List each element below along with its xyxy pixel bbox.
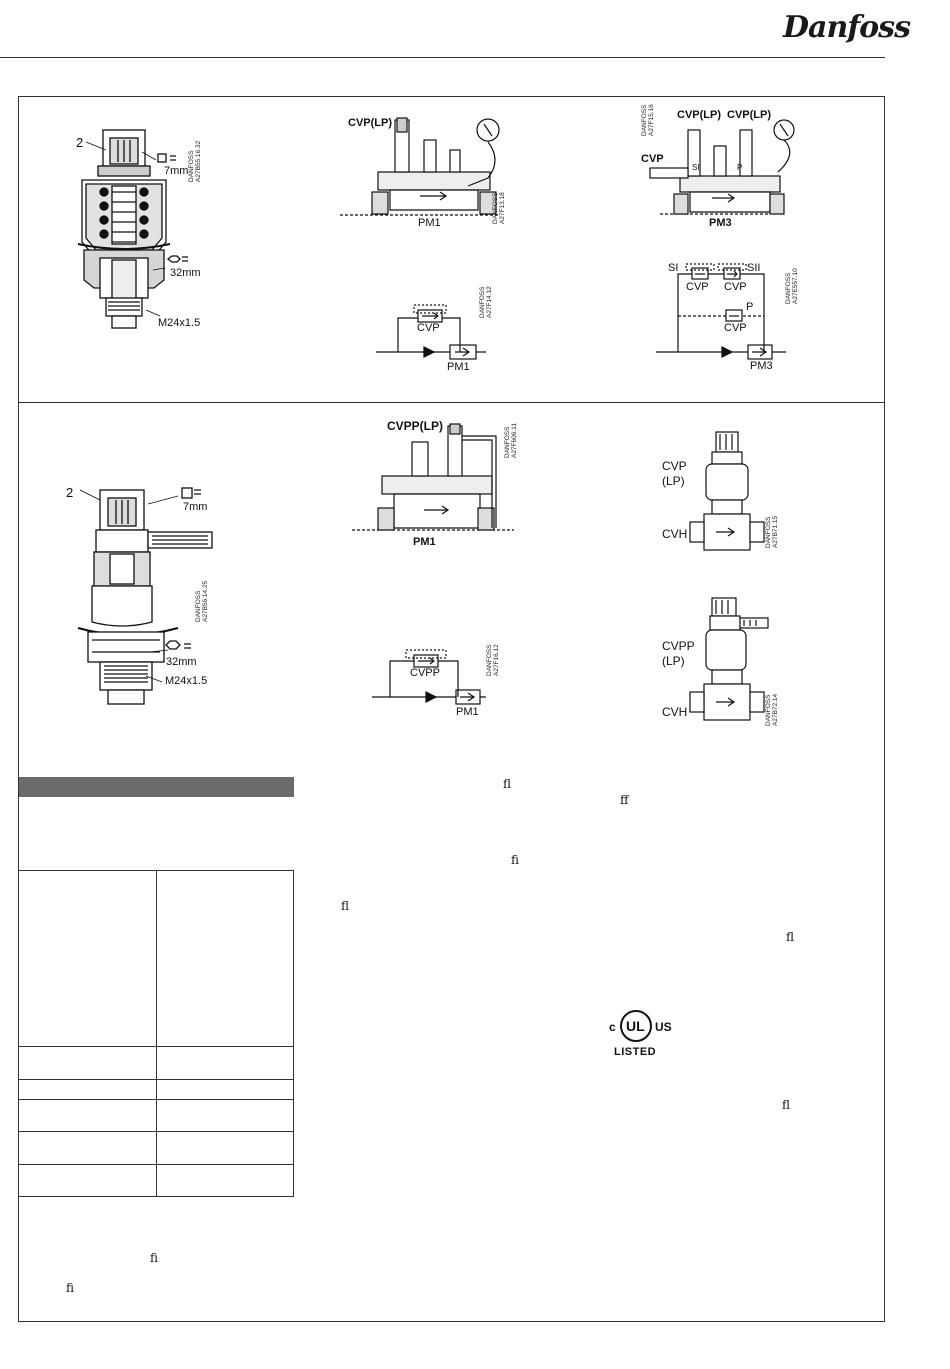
pm3-pilot2-label: CVP(LP) bbox=[727, 109, 771, 121]
drawing-ref: DANFOSS A27F15.16 bbox=[641, 104, 655, 136]
ul-us-label: US bbox=[655, 1020, 672, 1034]
ligature-glyph: ﬂ bbox=[503, 777, 512, 791]
cvpp-label: CVPP bbox=[662, 639, 695, 653]
ul-ul-label: UL bbox=[626, 1018, 645, 1034]
pm3-label: PM3 bbox=[709, 217, 732, 229]
cvh-label: CVH bbox=[662, 527, 688, 541]
pm1-schematic-label: PM1 bbox=[456, 706, 479, 718]
schematic-cvp3-label: CVP bbox=[724, 322, 747, 334]
pm3-pilot3-label: CVP bbox=[641, 153, 664, 165]
schematic-sii-label: SII bbox=[747, 262, 761, 274]
ligature-glyph: ﬀ bbox=[620, 793, 629, 807]
thread-label: M24x1.5 bbox=[165, 675, 208, 687]
ligature-glyph: ﬂ bbox=[341, 899, 350, 913]
ul-c-label: c bbox=[609, 1020, 616, 1034]
drawing-ref: DANFOSS A27B72.14 bbox=[765, 693, 779, 726]
cvp-label: CVP bbox=[662, 459, 687, 473]
hex-size-label: 32mm bbox=[166, 656, 197, 668]
callout-2: 2 bbox=[76, 135, 84, 150]
pm1-label: PM1 bbox=[413, 536, 436, 548]
pm1-schematic-label: PM1 bbox=[447, 361, 470, 373]
schematic-cvp2-label: CVP bbox=[724, 281, 747, 293]
cvh-label: CVH bbox=[662, 705, 688, 719]
wrench-size-label: 7mm bbox=[164, 165, 189, 177]
cvpp-lp-sub-label: (LP) bbox=[662, 654, 685, 668]
port-si-label: SI bbox=[692, 163, 700, 172]
schematic-cvp1-label: CVP bbox=[686, 281, 709, 293]
thread-label: M24x1.5 bbox=[158, 317, 201, 329]
ligature-glyph: ﬁ bbox=[66, 1281, 75, 1295]
cvpp-schematic-label: CVPP bbox=[410, 667, 440, 679]
ul-listed-label: LISTED bbox=[614, 1046, 657, 1058]
cvp-lp-sub-label: (LP) bbox=[662, 474, 685, 488]
danfoss-logo: Danfoss bbox=[783, 10, 910, 45]
wrench-size-label: 7mm bbox=[183, 501, 208, 513]
cvp-lp-label: CVP(LP) bbox=[348, 117, 392, 129]
schematic-si-label: SI bbox=[668, 262, 679, 274]
drawing-ref: DANFOSS A27B55.16.32 bbox=[188, 140, 202, 182]
callout-2: 2 bbox=[66, 485, 74, 500]
ligature-glyph: ﬁ bbox=[511, 853, 520, 867]
schematic-pm3-label: PM3 bbox=[750, 360, 773, 372]
cvpp-lp-label: CVPP(LP) bbox=[387, 419, 444, 433]
ligature-glyph: ﬁ bbox=[150, 1251, 159, 1265]
ligature-glyph: ﬂ bbox=[786, 930, 795, 944]
drawing-ref: DANFOSS A27B71.15 bbox=[765, 515, 779, 548]
cvp-schematic-label: CVP bbox=[417, 322, 440, 334]
drawing-ref: DANFOSS A27F16.12 bbox=[486, 644, 500, 676]
drawing-ref: DANFOSS A27F13.18 bbox=[492, 192, 506, 224]
pm3-pilot1-label: CVP(LP) bbox=[677, 109, 721, 121]
hex-size-label: 32mm bbox=[170, 267, 201, 279]
drawing-ref: DANFOSS A27B56.14.25 bbox=[195, 580, 209, 622]
ligature-glyph: ﬂ bbox=[782, 1098, 791, 1112]
pm1-label: PM1 bbox=[418, 217, 441, 229]
port-p-label: P bbox=[737, 163, 743, 172]
schematic-p-label: P bbox=[746, 301, 754, 313]
drawing-ref: DANFOSS A27F606.11 bbox=[504, 423, 518, 458]
drawing-ref: DANFOSS A27E557.10 bbox=[785, 268, 799, 304]
drawing-ref: DANFOSS A27F14.12 bbox=[479, 286, 493, 318]
